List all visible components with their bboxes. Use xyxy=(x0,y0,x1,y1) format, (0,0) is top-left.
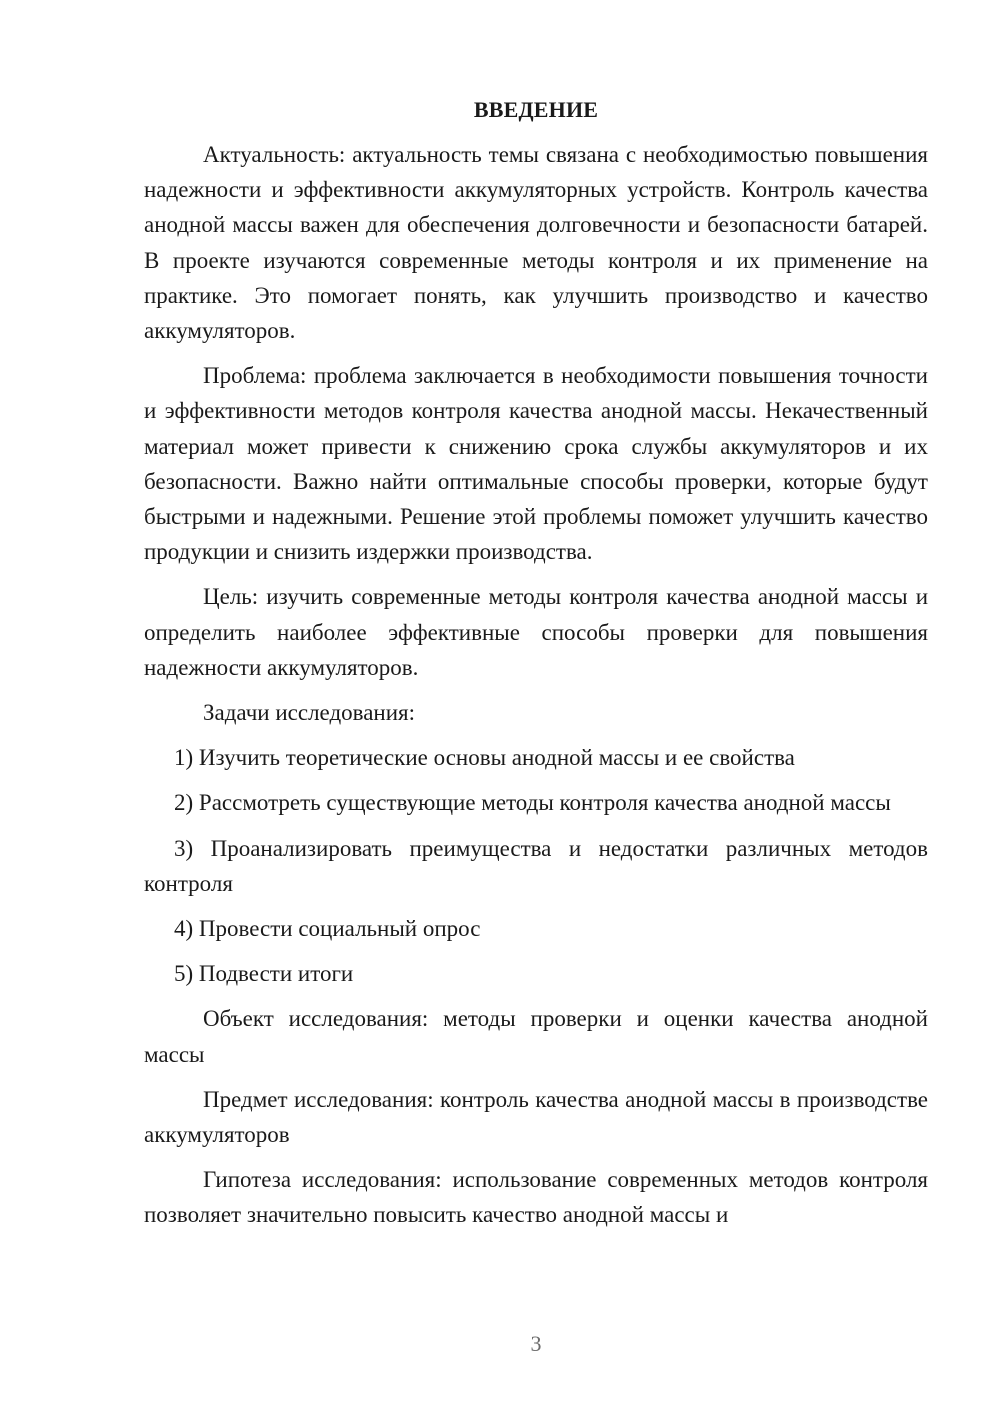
task-item: 3) Проанализировать преимущества и недостатки различных методов контроля xyxy=(144,835,928,896)
tasks-heading: Задачи исследования: xyxy=(203,700,416,726)
hypothesis-paragraph: Гипотеза исследования: использование современных методов контроля позволяет значительно повысить качество анодной массы и xyxy=(144,1167,928,1228)
problem-paragraph: Проблема: проблема заключается в необходимости повышения точности и эффективности методов контроля качества анодной массы. Некачественный материал может привести к снижению срока службы аккумуляторов и их безопасности. Важно найти оптимальные способы проверки, которые будут быстрыми и надежными. Решение этой проблемы поможет улучшить качество продукции и снизить издержки производства. xyxy=(144,363,928,565)
relevance-paragraph: Актуальность: актуальность темы связана с необходимостью повышения надежности и эффективности аккумуляторных устройств. Контроль качества анодной массы важен для обеспечения долговечности и безопасности батарей. В проекте изучаются современные методы контроля и их применение на практике. Это помогает понять, как улучшить производство и качество аккумуляторов. xyxy=(144,142,928,344)
document-page xyxy=(144,93,928,1233)
task-item: 5) Подвести итоги xyxy=(174,961,354,987)
task-item: 4) Провести социальный опрос xyxy=(174,916,481,942)
page-number: 3 xyxy=(530,1331,542,1356)
task-item: 2) Рассмотреть существующие методы контроля качества анодной массы xyxy=(174,790,891,816)
section-title: ВВЕДЕНИЕ xyxy=(473,97,599,122)
subject-paragraph: Предмет исследования: контроль качества анодной массы в производстве аккумуляторов xyxy=(144,1086,928,1148)
task-item: 1) Изучить теоретические основы анодной массы и ее свойства xyxy=(174,745,795,771)
goal-paragraph: Цель: изучить современные методы контроля качества анодной массы и определить наиболее эффективные способы проверки для повышения надежности аккумуляторов. xyxy=(144,584,928,680)
object-paragraph: Объект исследования: методы проверки и оценки качества анодной массы xyxy=(144,1006,928,1067)
